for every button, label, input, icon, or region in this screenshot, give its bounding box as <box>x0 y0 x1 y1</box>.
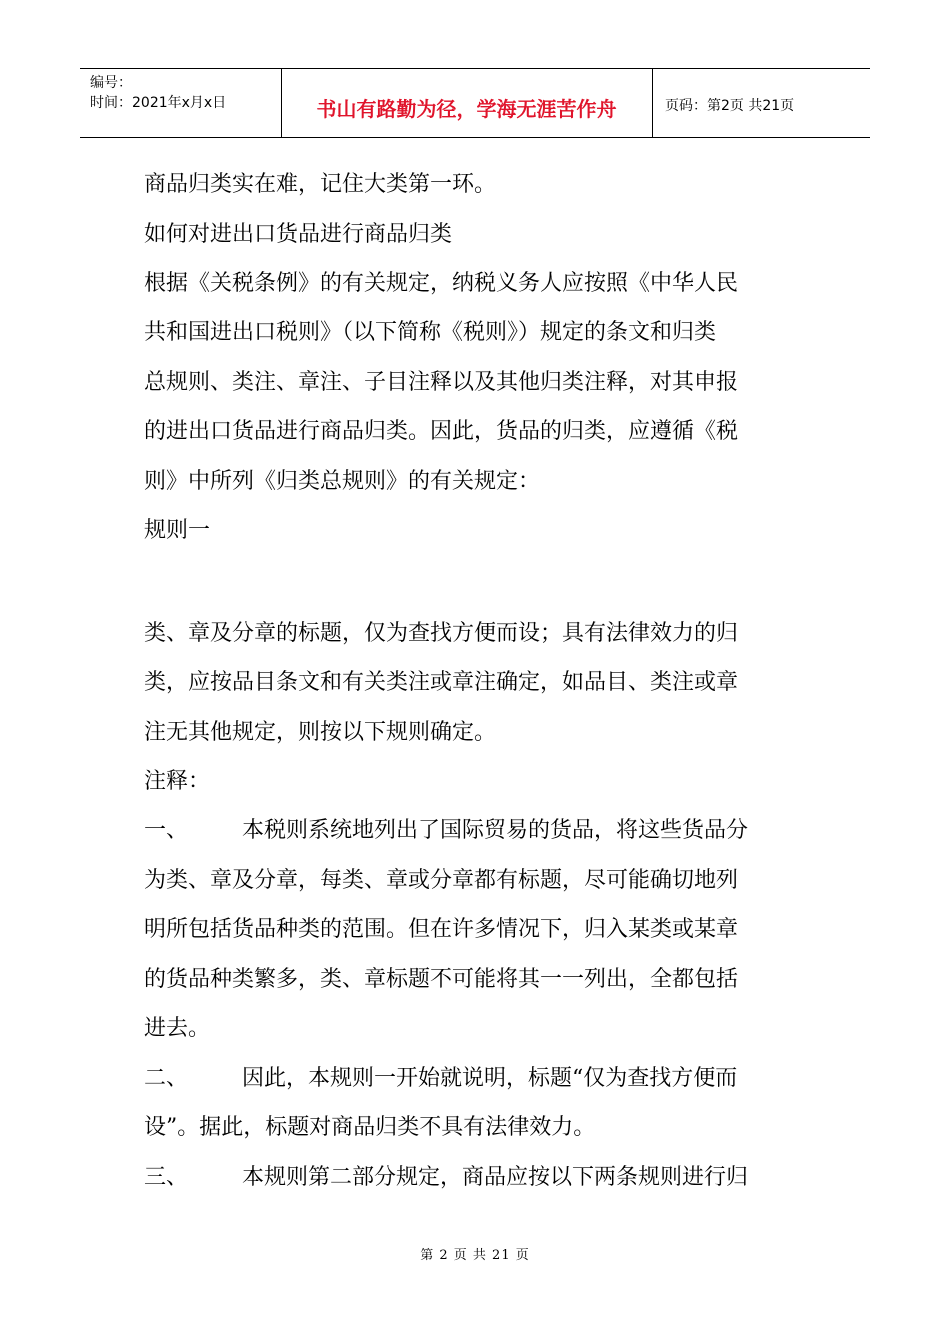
body-line: 则》中所列《归类总规则》的有关规定： <box>144 469 541 494</box>
header-meta-cell <box>80 69 282 137</box>
notes-heading: 注释： <box>144 769 211 794</box>
header-motto: 书山有路勤为径，学海无涯苦作舟 <box>316 97 617 121</box>
header-motto-cell <box>281 69 653 137</box>
body-line: 的进出口货品进行商品归类。因此，货品的归类，应遵循《税 <box>144 419 739 444</box>
body-line: 根据《关税条例》的有关规定，纳税义务人应按照《中华人民 <box>144 271 739 296</box>
document-time-label: 时间：2021年x月x日 <box>90 95 227 111</box>
header-page-info: 页码：第2页 共21页 <box>665 98 795 114</box>
item-text: 本规则第二部分规定，商品应按以下两条规则进行归 <box>242 1165 749 1190</box>
body-line: 如何对进出口货品进行商品归类 <box>144 222 453 247</box>
item-text: 本税则系统地列出了国际贸易的货品，将这些货品分 <box>242 818 749 843</box>
body-line: 进去。 <box>144 1016 211 1041</box>
item-number: 三、 <box>144 1165 189 1190</box>
page-header <box>80 68 870 138</box>
body-line: 共和国进出口税则》（以下简称《税则》）规定的条文和归类 <box>144 320 717 345</box>
body-line: 商品归类实在难，记住大类第一环。 <box>144 172 497 197</box>
item-number: 一、 <box>144 818 189 843</box>
body-line: 类，应按品目条文和有关类注或章注确定，如品目、类注或章 <box>144 670 739 695</box>
body-line: 类、章及分章的标题，仅为查找方便而设；具有法律效力的归 <box>144 621 739 646</box>
numbered-line <box>144 1163 748 1193</box>
body-line: 的货品种类繁多，类、章标题不可能将其一一列出，全都包括 <box>144 967 739 992</box>
body-line: 明所包括货品种类的范围。但在许多情况下，归入某类或某章 <box>144 917 739 942</box>
body-line: 总规则、类注、章注、子目注释以及其他归类注释，对其申报 <box>144 370 739 395</box>
body-line: 设”。据此，标题对商品归类不具有法律效力。 <box>144 1115 596 1140</box>
rule-heading: 规则一 <box>144 518 211 543</box>
document-number-label: 编号： <box>90 75 132 91</box>
body-line: 注无其他规定，则按以下规则确定。 <box>144 720 497 745</box>
numbered-line <box>144 1064 737 1094</box>
item-text: 因此，本规则一开始就说明，标题“仅为查找方便而 <box>242 1066 738 1091</box>
item-number: 二、 <box>144 1066 189 1091</box>
body-line: 为类、章及分章，每类、章或分章都有标题，尽可能确切地列 <box>144 868 739 893</box>
numbered-line <box>144 816 748 846</box>
header-page-cell <box>653 69 870 137</box>
page-footer: 第 2 页 共 21 页 <box>420 1248 530 1263</box>
